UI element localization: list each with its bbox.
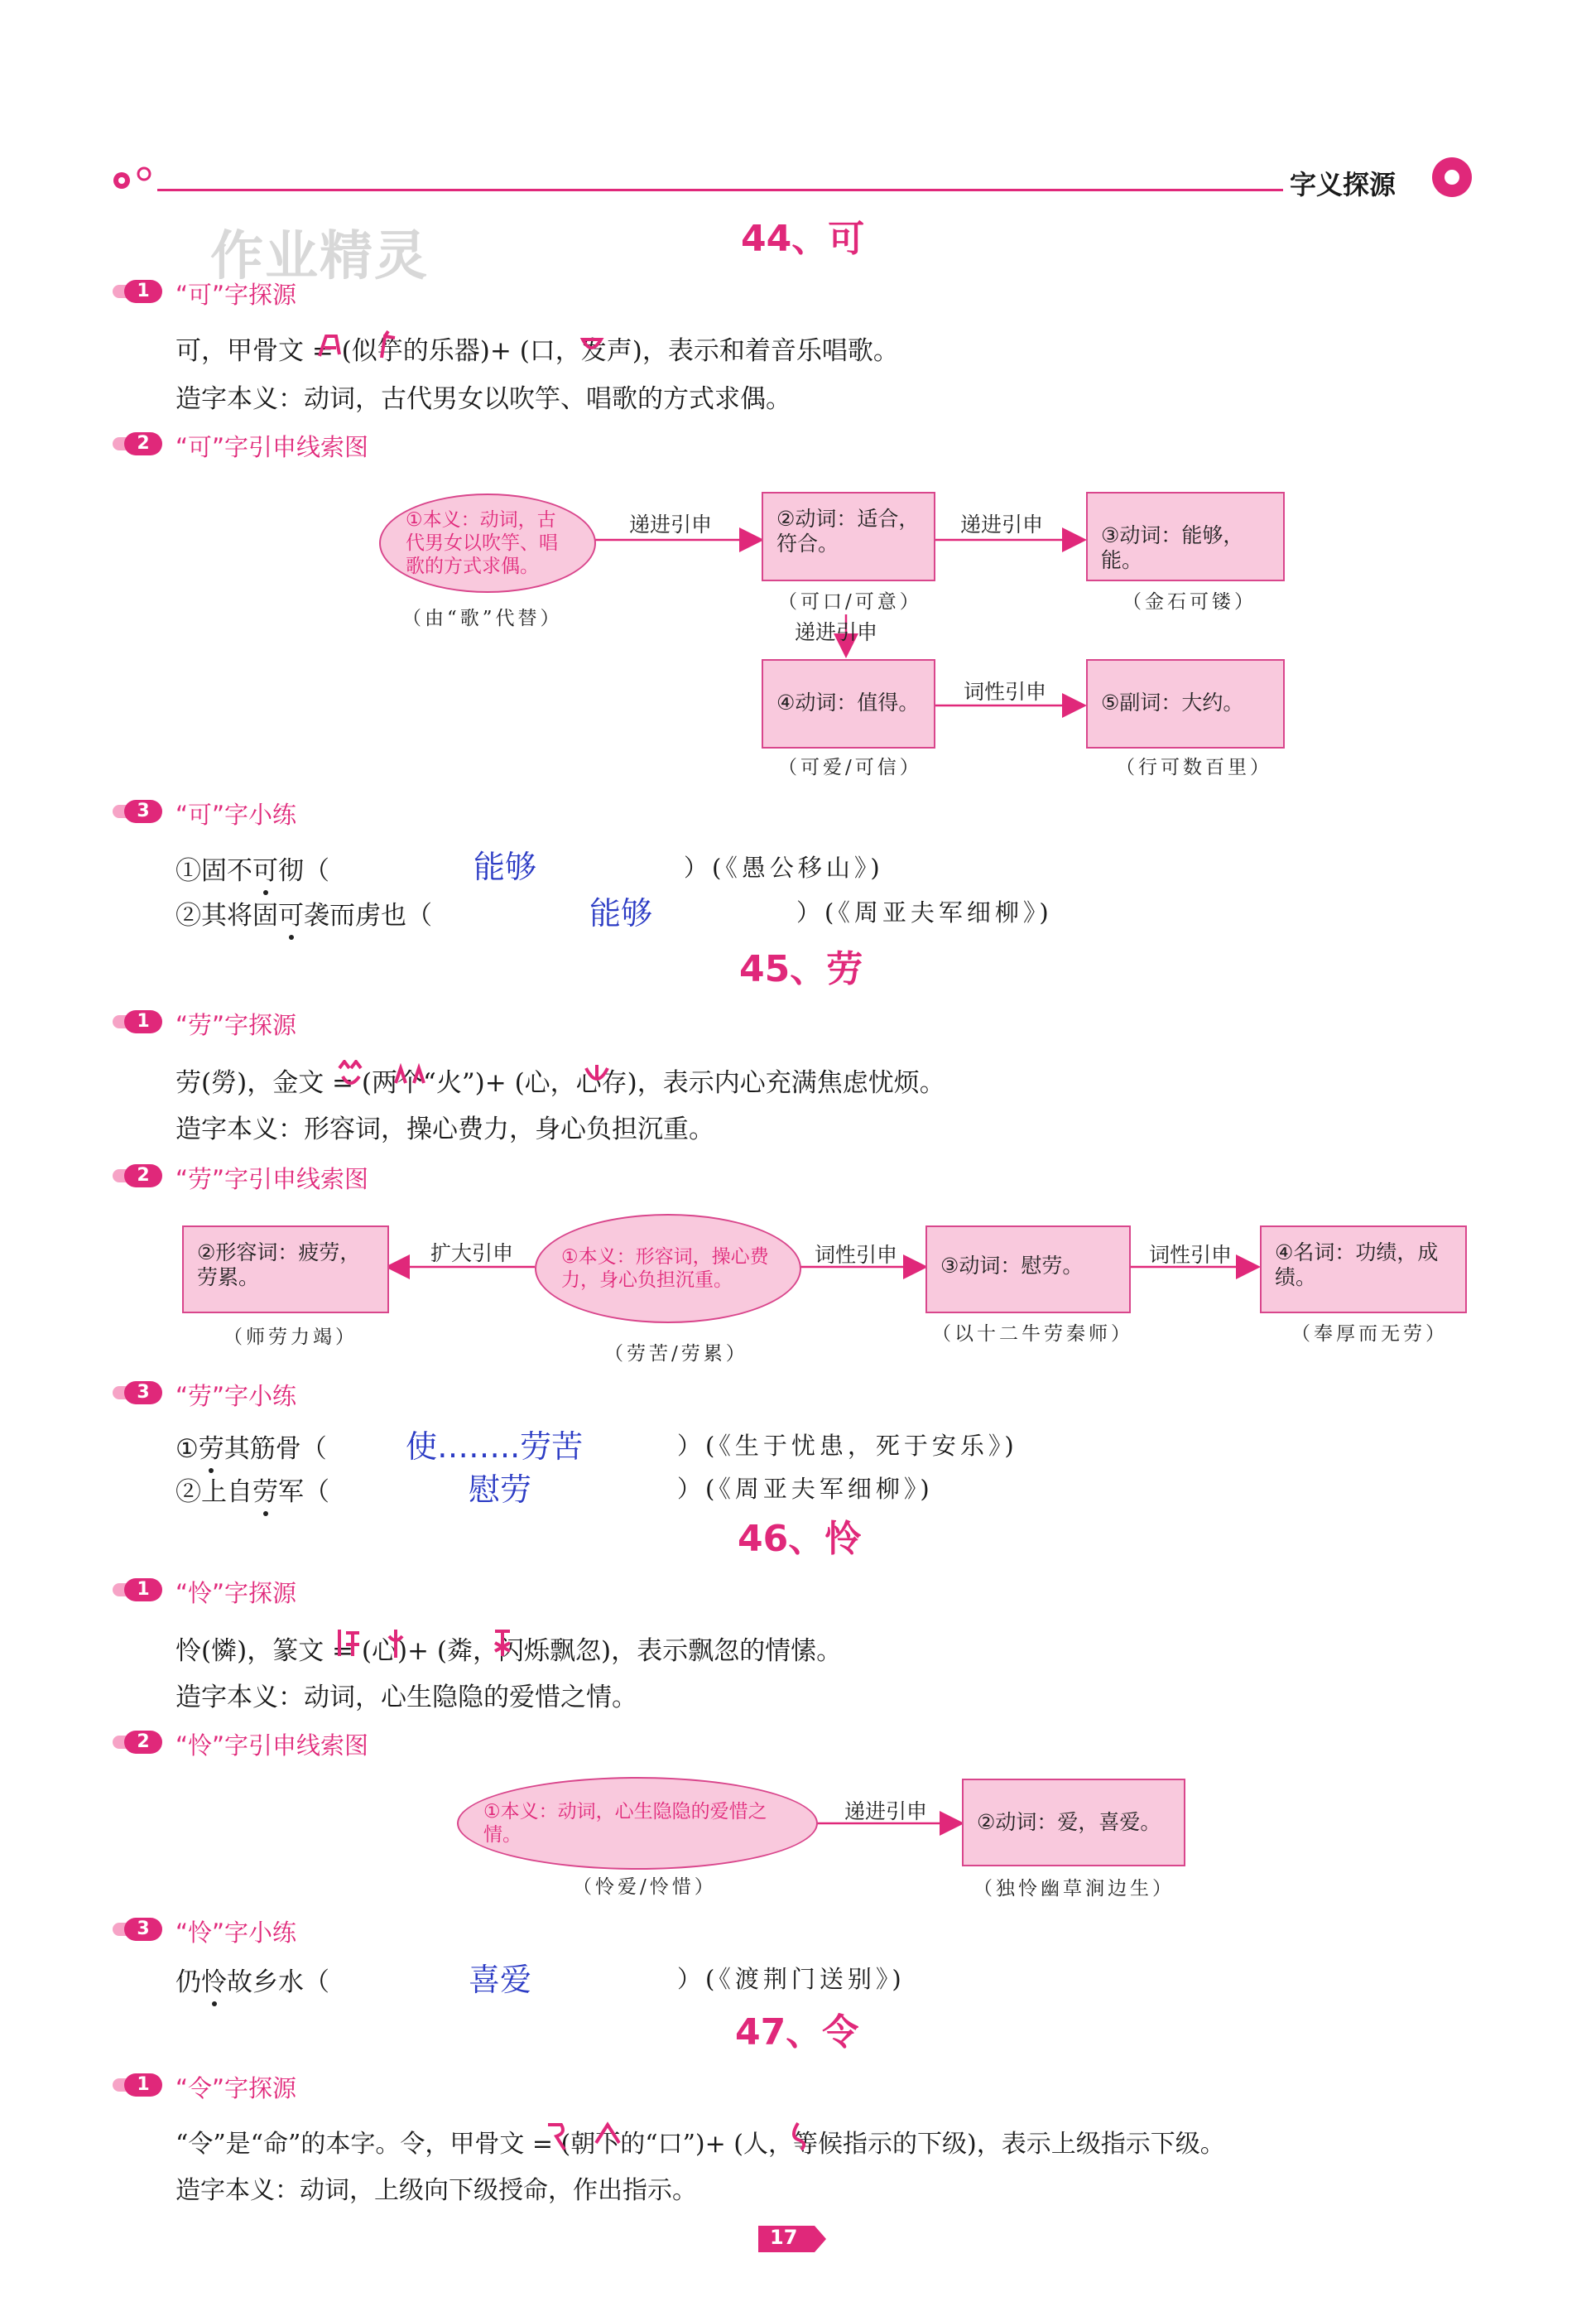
practice-answer: 使……..劳苦 [406, 1428, 584, 1465]
map-caption-1: （怜爱/怜惜） [573, 1876, 717, 1898]
map-node-2: ②形容词：疲劳，劳累。 [182, 1225, 389, 1313]
origin-line-2: 造字本义：动词，上级向下级授命，作出指示。 [175, 2176, 697, 2205]
section-title-46: 46、怜 [738, 1518, 862, 1560]
step-badge-1: 1 [124, 2073, 162, 2097]
origin-line-1: 可，甲骨文 = (似竽的乐器)+ (口，发声)，表示和着音乐唱歌。 [175, 336, 899, 366]
origin-heading: “令”字探源 [175, 2074, 297, 2102]
practice-answer: 能够 [474, 849, 537, 885]
origin-line-2: 造字本义：动词，心生隐隐的爱惜之情。 [175, 1683, 637, 1712]
map-arrow-label: 扩大引申 [430, 1241, 514, 1265]
practice-answer: 喜爱 [469, 1962, 532, 1998]
step-badge-2: 2 [124, 1164, 162, 1187]
practice-heading: “劳”字小练 [175, 1382, 297, 1410]
practice-source: ）(《渡荆门送别》) [677, 1965, 906, 1993]
map-arrow-label: 词性引申 [964, 680, 1047, 704]
origin-line-2: 造字本义：动词，古代男女以吹竽、唱歌的方式求偶。 [175, 384, 791, 414]
map-caption-1: （由“歌”代替） [402, 608, 563, 629]
map-caption-4: （可爱/可信） [778, 757, 922, 778]
map-caption-3: （金石可镂） [1122, 591, 1257, 613]
map-caption-2: （师劳力竭） [224, 1327, 358, 1348]
practice-source: ）(《周亚夫军细柳》) [796, 898, 1053, 927]
map-caption-2: （独怜幽草涧边生） [973, 1878, 1175, 1900]
step-badge-3: 3 [124, 1918, 162, 1941]
watermark-text: 作业精灵 [210, 226, 429, 287]
map-node-1: ①本义：形容词，操心费力，身心负担沉重。 [535, 1214, 801, 1323]
practice-item: ①固不可彻（ [175, 850, 329, 887]
practice-source: ）(《生于忧患，死于安乐》) [677, 1432, 1018, 1460]
practice-answer: 慰劳 [469, 1471, 532, 1508]
practice-heading: “怜”字小练 [175, 1919, 297, 1947]
section-title-45: 45、劳 [739, 948, 863, 990]
practice-answer: 能够 [589, 895, 653, 932]
step-badge-1: 1 [124, 280, 162, 303]
map-heading: “怜”字引申线索图 [175, 1731, 369, 1760]
map-caption-4: （奉厚而无劳） [1291, 1323, 1448, 1345]
map-arrow-label: 递进引申 [960, 513, 1044, 537]
page-number: 17 [770, 2226, 798, 2249]
section-title-47: 47、令 [735, 2011, 859, 2054]
practice-source: ）(《周亚夫军细柳》) [677, 1475, 934, 1503]
map-arrow-label: 词性引申 [1149, 1243, 1233, 1267]
map-arrow-label: 递进引申 [629, 513, 713, 537]
map-caption-1: （劳苦/劳累） [604, 1343, 748, 1365]
practice-item: ②其将固可袭而虏也（ [175, 894, 432, 932]
map-node-2: ②动词：爱，喜爱。 [962, 1779, 1185, 1866]
step-badge-1: 1 [124, 1578, 162, 1601]
origin-heading: “劳”字探源 [175, 1011, 297, 1039]
map-node-3: ③动词：慰劳。 [925, 1225, 1131, 1313]
step-badge-2: 2 [124, 1731, 162, 1754]
map-arrow-label: 词性引申 [815, 1243, 898, 1267]
origin-heading: “怜”字探源 [175, 1579, 297, 1607]
map-arrow-label: 递进引申 [795, 620, 878, 644]
origin-heading: “可”字探源 [175, 281, 297, 309]
step-badge-1: 1 [124, 1010, 162, 1033]
step-badge-2: 2 [124, 432, 162, 455]
practice-item: ①劳其筋骨（ [175, 1428, 327, 1465]
map-node-4: ④动词：值得。 [762, 659, 935, 749]
header-title: 字义探源 [1290, 169, 1396, 200]
practice-heading: “可”字小练 [175, 801, 297, 829]
step-badge-3: 3 [124, 800, 162, 823]
step-badge-3: 3 [124, 1381, 162, 1404]
page-number-badge [755, 2224, 828, 2254]
map-node-4: ④名词：功绩，成绩。 [1260, 1225, 1467, 1313]
map-caption-2: （可口/可意） [778, 591, 922, 613]
map-node-1: ①本义：动词，心生隐隐的爱惜之情。 [457, 1777, 818, 1870]
map-node-2: ②动词：适合，符合。 [762, 492, 935, 581]
section-title-44: 44、可 [741, 218, 865, 260]
origin-line-2: 造字本义：形容词，操心费力，身心负担沉重。 [175, 1115, 714, 1144]
origin-line-1: 怜(憐)，篆文 = (心)+ (粦，闪烁飘忽)，表示飘忽的情愫。 [175, 1636, 843, 1666]
map-node-3: ③动词：能够，能。 [1086, 492, 1285, 581]
origin-line-1: 劳(勞)，金文 = (两个“火”)+ (心，心存)，表示内心充满焦虑忧烦。 [175, 1068, 945, 1098]
origin-line-1: “令”是“命”的本字。令，甲骨文 = (朝下的“口”)+ (人，等候指示的下级)，表示上级指示下级。 [175, 2130, 1225, 2159]
map-node-5: ⑤副词：大约。 [1086, 659, 1285, 749]
map-heading: “可”字引申线索图 [175, 433, 369, 461]
map-node-1: ①本义：动词，古代男女以吹竽、唱歌的方式求偶。 [379, 494, 596, 593]
practice-item: ②上自劳军（ [175, 1471, 329, 1508]
practice-item: 仍怜故乡水（ [175, 1961, 329, 1998]
map-heading: “劳”字引申线索图 [175, 1165, 369, 1193]
map-arrow-label: 递进引申 [844, 1799, 928, 1823]
map-caption-3: （以十二牛劳秦师） [932, 1323, 1133, 1345]
practice-source: ）(《愚公移山》) [684, 854, 884, 882]
map-caption-5: （行可数百里） [1116, 757, 1272, 778]
